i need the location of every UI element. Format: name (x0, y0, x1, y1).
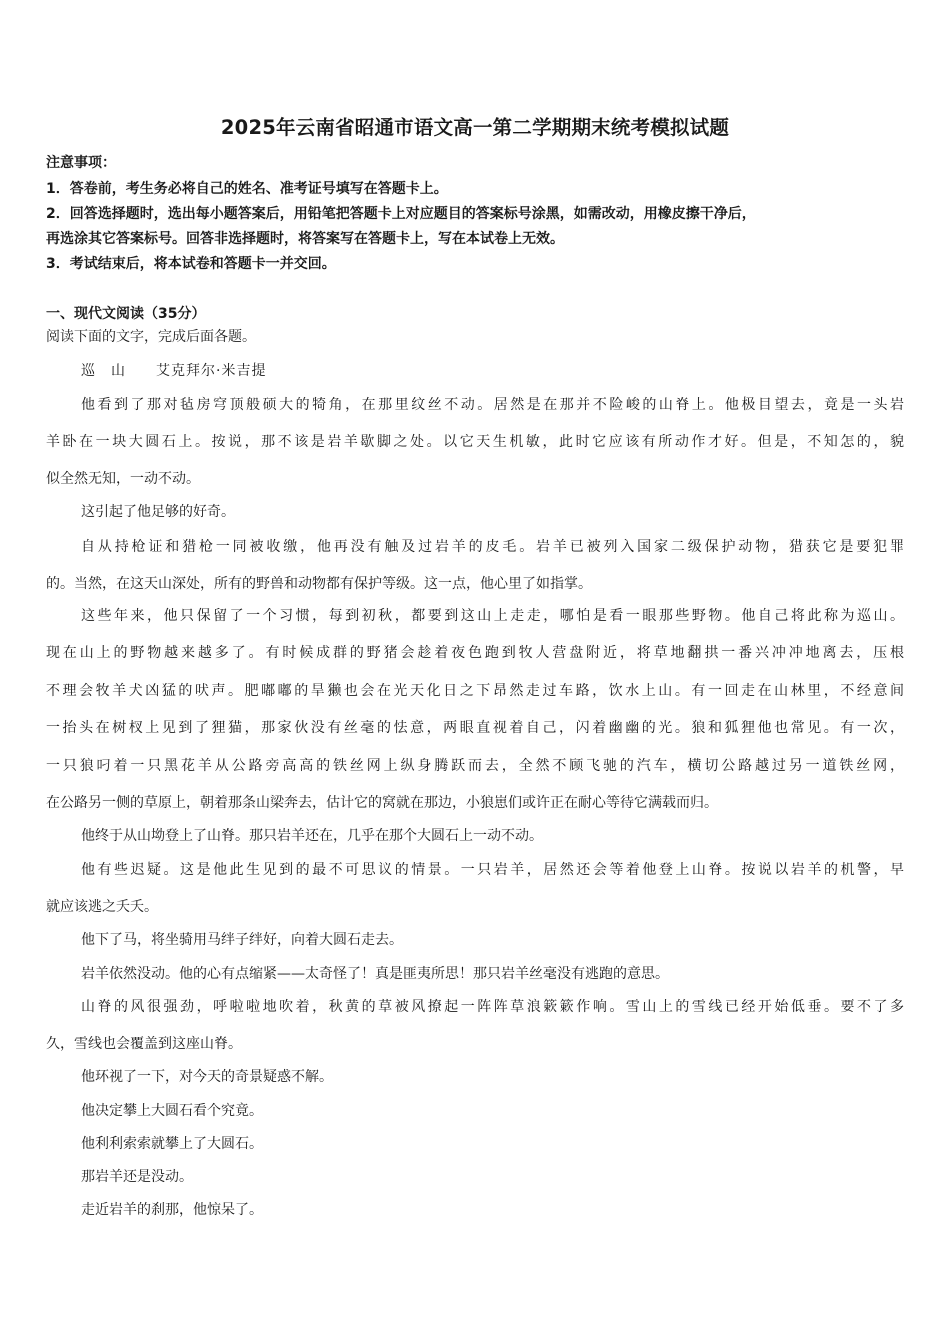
notice-line: 2．回答选择题时，选出每小题答案后，用铅笔把答题卡上对应题目的答案标号涂黑，如需改动，用橡皮擦干净后， (46, 206, 756, 222)
section-instruction: 阅读下面的文字，完成后面各题。 (46, 329, 256, 345)
text-line: 他终于从山坳登上了山脊。那只岩羊还在，几乎在那个大圆石上一动不动。 (81, 828, 543, 844)
text-line: 这些年来，他只保留了一个习惯，每到初秋，都要到这山上走走，哪怕是看一眼那些野物。他自己将此称为巡山。 (81, 608, 904, 624)
text-line: 在公路另一侧的草原上，朝着那条山梁奔去，估计它的窝就在那边，小狼崽们或许正在耐心等待它满载而归。 (46, 795, 718, 811)
text-line: 这引起了他足够的好奇。 (81, 504, 235, 520)
text-line: 他下了马，将坐骑用马绊子绊好，向着大圆石走去。 (81, 932, 403, 948)
text-line: 久，雪线也会覆盖到这座山脊。 (46, 1036, 242, 1052)
text-line: 一抬头在树杈上见到了狸猫，那家伙没有丝毫的怯意，两眼直视着自己，闪着幽幽的光。狼和狐狸他也常见。有一次， (46, 720, 904, 736)
notice-line: 3．考试结束后，将本试卷和答题卡一并交回。 (46, 256, 336, 272)
text-line: 他决定攀上大圆石看个究竟。 (81, 1103, 263, 1119)
text-line: 他有些迟疑。这是他此生见到的最不可思议的情景。一只岩羊，居然还会等着他登上山脊。按说以岩羊的机警，早 (81, 862, 904, 878)
text-line: 不理会牧羊犬凶猛的吠声。肥嘟嘟的旱獭也会在光天化日之下昂然走过车路，饮水上山。有一回走在山林里，不经意间 (46, 683, 904, 699)
text-line: 山脊的风很强劲，呼啦啦地吹着，秋黄的草被风撩起一阵阵草浪簌簌作响。雪山上的雪线已经开始低垂。要不了多 (81, 999, 904, 1015)
text-line: 岩羊依然没动。他的心有点缩紧——太奇怪了！真是匪夷所思！那只岩羊丝毫没有逃跑的意思。 (81, 966, 669, 982)
article-title: 巡 山 艾克拜尔·米吉提 (81, 363, 267, 379)
text-line: 走近岩羊的刹那，他惊呆了。 (81, 1202, 263, 1218)
notice-line: 1．答卷前，考生务必将自己的姓名、准考证号填写在答题卡上。 (46, 181, 448, 197)
notice-line: 再选涂其它答案标号。回答非选择题时，将答案写在答题卡上，写在本试卷上无效。 (46, 231, 564, 247)
text-line: 就应该逃之夭夭。 (46, 899, 158, 915)
text-line: 他看到了那对毡房穹顶般硕大的犄角，在那里纹丝不动。居然是在那并不险峻的山脊上。他极目望去，竟是一头岩 (81, 397, 904, 413)
text-line: 自从持枪证和猎枪一同被收缴，他再没有触及过岩羊的皮毛。岩羊已被列入国家二级保护动物，猎获它是要犯罪 (81, 539, 904, 555)
text-line: 现在山上的野物越来越多了。有时候成群的野猪会趁着夜色跑到牧人营盘附近，将草地翻拱一番兴冲冲地离去，压根 (46, 645, 904, 661)
text-line: 羊卧在一块大圆石上。按说，那不该是岩羊歇脚之处。以它天生机敏，此时它应该有所动作才好。但是，不知怎的，貌 (46, 434, 904, 450)
page-title: 2025年云南省昭通市语文高一第二学期期末统考模拟试题 (220, 116, 730, 139)
text-line: 一只狼叼着一只黑花羊从公路旁高高的铁丝网上纵身腾跃而去，全然不顾飞驰的汽车，横切公路越过另一道铁丝网， (46, 758, 904, 774)
text-line: 似全然无知，一动不动。 (46, 471, 200, 487)
section-heading: 一、现代文阅读（35分） (46, 306, 206, 322)
text-line: 的。当然，在这天山深处，所有的野兽和动物都有保护等级。这一点，他心里了如指掌。 (46, 576, 592, 592)
text-line: 那岩羊还是没动。 (81, 1169, 193, 1185)
text-line: 他环视了一下，对今天的奇景疑惑不解。 (81, 1069, 333, 1085)
notice-heading: 注意事项： (46, 155, 116, 171)
text-line: 他利利索索就攀上了大圆石。 (81, 1136, 263, 1152)
